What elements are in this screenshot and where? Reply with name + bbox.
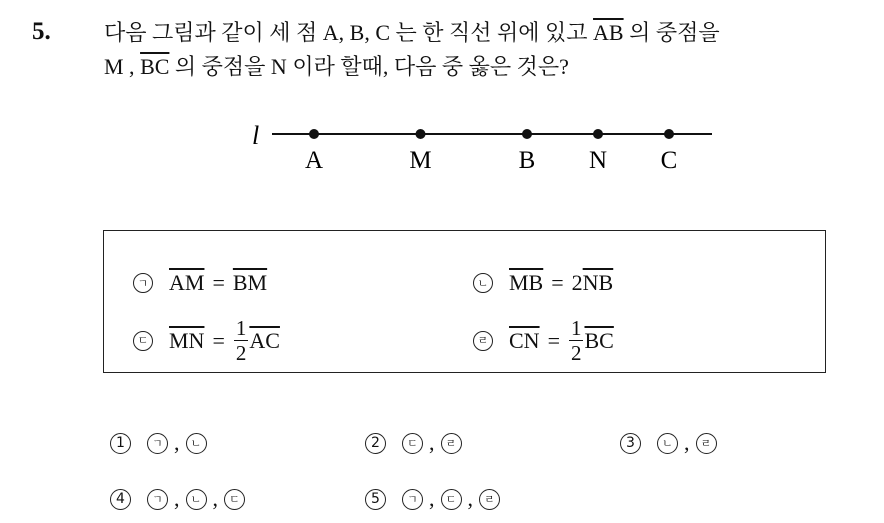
- option-item-marker: ㄴ: [186, 489, 207, 510]
- segment-rhs: $\overline{BM}$: [232, 270, 268, 295]
- point-n-dot: [593, 129, 603, 139]
- equals-sign: =: [212, 327, 225, 353]
- equals-sign: =: [212, 270, 225, 295]
- line-label: l: [252, 121, 260, 150]
- comma-separator: ,: [429, 486, 435, 511]
- answer-option-5[interactable]: [365, 486, 500, 512]
- question-text: M ,: [104, 54, 135, 79]
- point-m-dot: [416, 129, 426, 139]
- option-number: 4: [110, 489, 131, 510]
- option-item-marker: ㄱ: [147, 489, 168, 510]
- question-text: 의 중점을 N 이라 할때, 다음 중 옳은 것은?: [174, 54, 569, 79]
- fraction-denominator: 2: [235, 341, 247, 365]
- segment-rhs: $\overline{BC}$: [584, 327, 614, 353]
- point-c-dot: [664, 129, 674, 139]
- answer-option-3[interactable]: [620, 430, 717, 456]
- segment-bc: $\overline{BC}$: [140, 54, 170, 79]
- question-number: 5.: [32, 18, 51, 45]
- statement-marker: ㄷ: [133, 331, 153, 351]
- point-label: N: [588, 147, 608, 174]
- fraction-numerator: 1: [235, 316, 247, 340]
- answer-option-2[interactable]: [365, 430, 462, 456]
- option-item-marker: ㄷ: [441, 489, 462, 510]
- question-text: 다음 그림과 같이 세 점 A, B, C 는 한 직선 위에 있고: [104, 20, 588, 45]
- option-item-marker: ㄹ: [441, 433, 462, 454]
- question-text-line-1: [104, 18, 720, 48]
- segment-ab: $\overline{AB}$: [593, 20, 624, 45]
- segment-lhs: $\overline{CN}$: [509, 327, 540, 353]
- question-text: 의 중점을: [629, 20, 720, 45]
- segment-rhs: $\overline{AC}$: [249, 327, 280, 353]
- comma-separator: ,: [212, 486, 218, 511]
- statement-4: [473, 316, 614, 365]
- question-text-line-2: [104, 52, 569, 82]
- fraction: [234, 316, 249, 365]
- equals-sign: =: [547, 327, 560, 353]
- fraction-denominator: 2: [570, 341, 582, 365]
- option-item-marker: ㄱ: [147, 433, 168, 454]
- comma-separator: ,: [684, 430, 690, 455]
- coefficient: 2: [571, 270, 583, 295]
- equals-sign: =: [551, 270, 564, 295]
- comma-separator: ,: [467, 486, 473, 511]
- point-label: M: [409, 147, 432, 174]
- option-number: 3: [620, 433, 641, 454]
- answer-option-1[interactable]: [110, 430, 207, 456]
- fraction: [569, 316, 584, 365]
- option-item-marker: ㄷ: [224, 489, 245, 510]
- line-points: [305, 129, 677, 174]
- line-figure: [0, 110, 884, 190]
- segment-rhs: $\overline{NB}$: [582, 270, 614, 295]
- point-label: B: [518, 147, 536, 174]
- option-item-marker: ㄷ: [402, 433, 423, 454]
- option-item-marker: ㄹ: [696, 433, 717, 454]
- fraction-numerator: 1: [570, 316, 582, 340]
- answer-option-4[interactable]: [110, 486, 245, 512]
- option-item-marker: ㄴ: [186, 433, 207, 454]
- option-number: 5: [365, 489, 386, 510]
- statement-marker: ㄹ: [473, 331, 493, 351]
- option-number: 2: [365, 433, 386, 454]
- point-a-dot: [309, 129, 319, 139]
- statement-3: [133, 316, 280, 365]
- statement-marker: ㄱ: [133, 273, 153, 293]
- point-label: C: [660, 147, 678, 174]
- segment-lhs: $\overline{MB}$: [509, 270, 544, 295]
- comma-separator: ,: [174, 486, 180, 511]
- point-b-dot: [522, 129, 532, 139]
- option-item-marker: ㄴ: [657, 433, 678, 454]
- comma-separator: ,: [174, 430, 180, 455]
- option-item-marker: ㄱ: [402, 489, 423, 510]
- statement-marker: ㄴ: [473, 273, 493, 293]
- comma-separator: ,: [429, 430, 435, 455]
- statement-1: [133, 270, 267, 296]
- segment-lhs: $\overline{AM}$: [169, 270, 205, 295]
- statement-2: [473, 270, 613, 296]
- option-item-marker: ㄹ: [479, 489, 500, 510]
- option-number: 1: [110, 433, 131, 454]
- point-label: A: [304, 147, 324, 174]
- segment-lhs: $\overline{MN}$: [169, 327, 205, 353]
